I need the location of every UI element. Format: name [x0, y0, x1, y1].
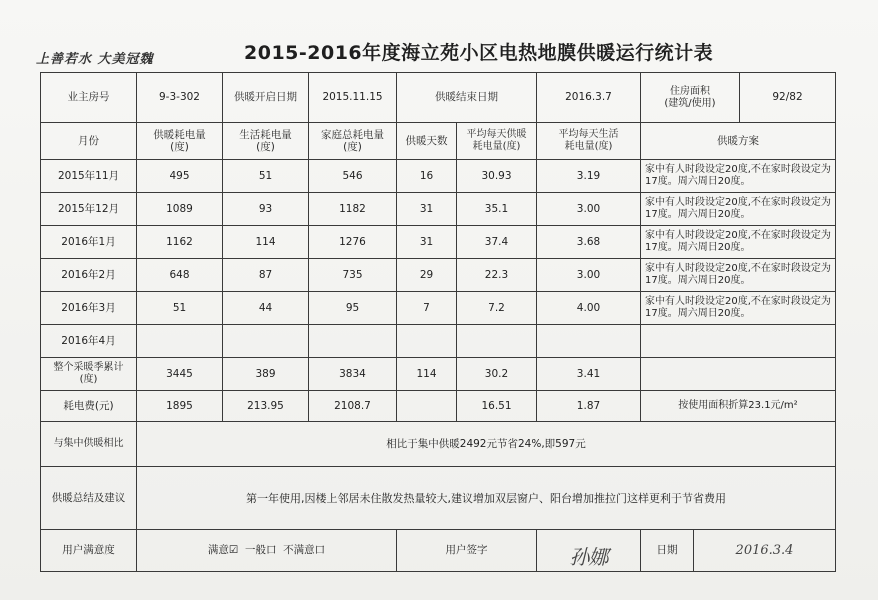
plan-cell: 家中有人时段设定20度,不在家时段设定为17度。周六周日20度。	[641, 193, 836, 226]
fee-row	[41, 391, 836, 422]
total-row	[41, 358, 836, 391]
month-cell: 2016年2月	[41, 259, 137, 292]
living-cell: 51	[223, 160, 309, 193]
avg-living-cell: 4.00	[537, 292, 641, 325]
days-cell: 29	[397, 259, 457, 292]
plan-cell: 家中有人时段设定20度,不在家时段设定为17度。周六周日20度。	[641, 292, 836, 325]
avg-heating-cell: 35.1	[457, 193, 537, 226]
area-value: 92/82	[772, 91, 803, 104]
plan-cell: 家中有人时段设定20度,不在家时段设定为17度。周六周日20度。	[641, 259, 836, 292]
plan-cell	[641, 325, 836, 358]
fee-avg-living: 1.87	[537, 391, 641, 422]
total-days: 114	[397, 358, 457, 391]
month-cell: 2016年3月	[41, 292, 137, 325]
household-cell: 546	[309, 160, 397, 193]
total-label: 整个采暖季累计 (度)	[41, 358, 137, 391]
end-date-value: 2016.3.7	[537, 73, 641, 123]
avg-living-cell: 3.68	[537, 226, 641, 259]
household-cell: 95	[309, 292, 397, 325]
heating-cell: 1089	[137, 193, 223, 226]
fee-household: 2108.7	[309, 391, 397, 422]
total-avg-heating: 30.2	[457, 358, 537, 391]
column-header-row	[41, 123, 836, 160]
table-row	[41, 226, 836, 259]
signature-label: 用户签字	[397, 530, 537, 572]
fee-days	[397, 391, 457, 422]
household-cell	[309, 325, 397, 358]
total-living: 389	[223, 358, 309, 391]
plan-cell: 家中有人时段设定20度,不在家时段设定为17度。周六周日20度。	[641, 226, 836, 259]
avg-heating-cell: 37.4	[457, 226, 537, 259]
days-cell: 31	[397, 193, 457, 226]
heating-cell: 495	[137, 160, 223, 193]
living-cell: 93	[223, 193, 309, 226]
days-cell: 16	[397, 160, 457, 193]
plan-cell: 家中有人时段设定20度,不在家时段设定为17度。周六周日20度。	[641, 160, 836, 193]
date-value: 2016.3.4	[735, 542, 794, 558]
compare-row	[41, 422, 836, 467]
avg-living-cell: 3.00	[537, 259, 641, 292]
household-cell: 735	[309, 259, 397, 292]
satisfaction-options: 满意☑ 一般口 不满意口	[137, 530, 397, 572]
fee-label: 耗电费(元)	[41, 391, 137, 422]
owner-value: 9-3-302	[137, 73, 223, 123]
month-cell: 2015年11月	[41, 160, 137, 193]
fee-avg-heating: 16.51	[457, 391, 537, 422]
total-avg-living: 3.41	[537, 358, 641, 391]
end-date-label: 供暖结束日期	[397, 73, 537, 123]
col-days: 供暖天数	[397, 123, 457, 160]
household-cell: 1276	[309, 226, 397, 259]
days-cell: 7	[397, 292, 457, 325]
col-avg-heating: 平均每天供暖 耗电量(度)	[457, 123, 537, 160]
heating-cell	[137, 325, 223, 358]
table-row	[41, 259, 836, 292]
col-household: 家庭总耗电量 (度)	[309, 123, 397, 160]
living-cell: 114	[223, 226, 309, 259]
start-date-value: 2015.11.15	[309, 73, 397, 123]
summary-label: 供暖总结及建议	[41, 467, 137, 530]
table-row	[41, 292, 836, 325]
col-living: 生活耗电量 (度)	[223, 123, 309, 160]
month-cell: 2016年1月	[41, 226, 137, 259]
summary-row	[41, 467, 836, 530]
table-row	[41, 325, 836, 358]
avg-living-cell	[537, 325, 641, 358]
living-cell: 44	[223, 292, 309, 325]
owner-label: 业主房号	[41, 73, 137, 123]
statistics-table	[40, 72, 836, 572]
heating-cell: 51	[137, 292, 223, 325]
days-cell	[397, 325, 457, 358]
heating-cell: 648	[137, 259, 223, 292]
info-row	[41, 73, 836, 123]
table-row	[41, 160, 836, 193]
start-date-label: 供暖开启日期	[223, 73, 309, 123]
fee-living: 213.95	[223, 391, 309, 422]
date-cell	[641, 530, 836, 572]
avg-heating-cell: 30.93	[457, 160, 537, 193]
days-cell: 31	[397, 226, 457, 259]
area-cell	[641, 73, 836, 123]
date-label: 日期	[641, 530, 694, 571]
table-row	[41, 193, 836, 226]
avg-heating-cell: 22.3	[457, 259, 537, 292]
document-title: 2015-2016年度海立苑小区电热地膜供暖运行统计表	[244, 42, 714, 64]
total-plan	[641, 358, 836, 391]
col-month: 月份	[41, 123, 137, 160]
signature-value	[537, 530, 641, 572]
summary-value: 第一年使用,因楼上邻居未住散发热量较大,建议增加双层窗户、阳台增加推拉门这样更利于节省费用	[137, 467, 836, 530]
satisfaction-label: 用户满意度	[41, 530, 137, 572]
avg-heating-cell	[457, 325, 537, 358]
avg-heating-cell: 7.2	[457, 292, 537, 325]
household-cell: 1182	[309, 193, 397, 226]
living-cell	[223, 325, 309, 358]
motto: 上善若水 大美冠魏	[36, 52, 154, 67]
heating-cell: 1162	[137, 226, 223, 259]
signature: 孙娜	[569, 544, 608, 569]
avg-living-cell: 3.00	[537, 193, 641, 226]
fee-heating: 1895	[137, 391, 223, 422]
compare-value: 相比于集中供暖2492元节省24%,即597元	[137, 422, 836, 467]
month-cell: 2015年12月	[41, 193, 137, 226]
satisfaction-row	[41, 530, 836, 572]
total-household: 3834	[309, 358, 397, 391]
area-label: 住房面积 (建筑/使用)	[641, 73, 740, 122]
fee-plan: 按使用面积折算23.1元/m²	[641, 391, 836, 422]
total-heating: 3445	[137, 358, 223, 391]
living-cell: 87	[223, 259, 309, 292]
month-cell: 2016年4月	[41, 325, 137, 358]
col-heating: 供暖耗电量 (度)	[137, 123, 223, 160]
col-plan: 供暖方案	[641, 123, 836, 160]
avg-living-cell: 3.19	[537, 160, 641, 193]
col-avg-living: 平均每天生活 耗电量(度)	[537, 123, 641, 160]
compare-label: 与集中供暖相比	[41, 422, 137, 467]
